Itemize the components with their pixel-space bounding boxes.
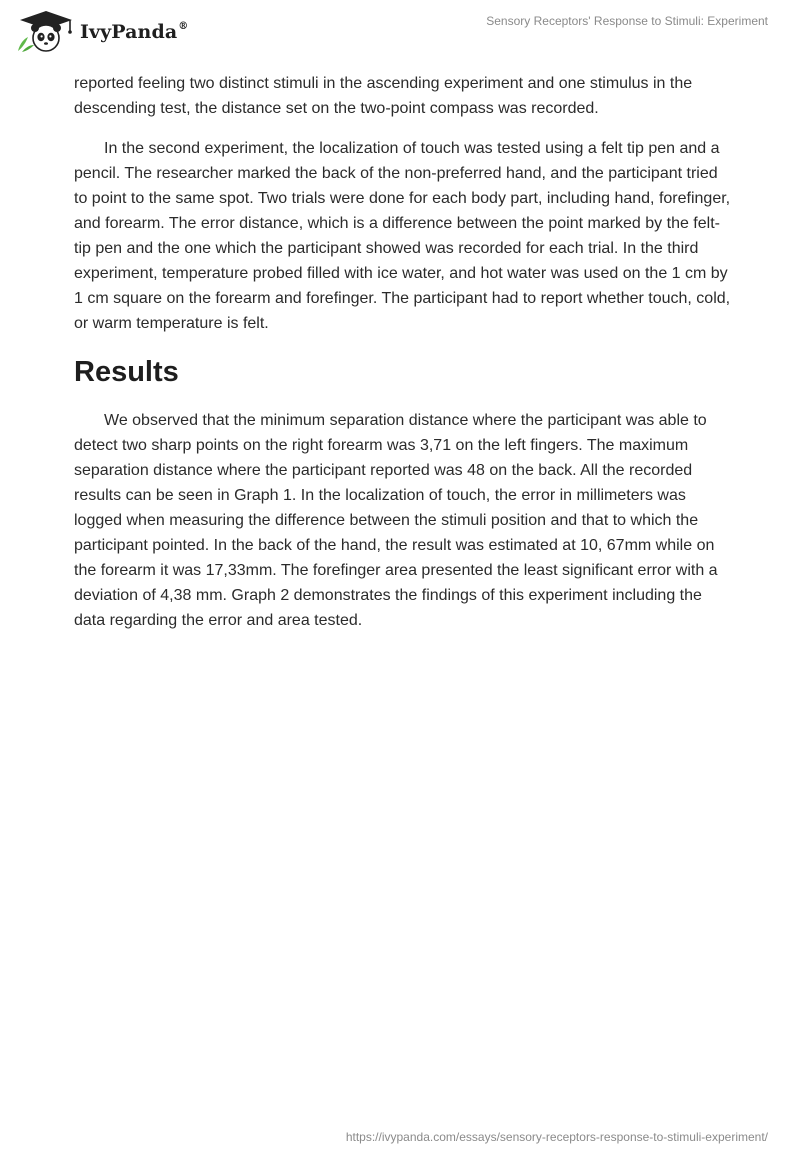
brand-name: IvyPanda®	[80, 20, 189, 43]
ivypanda-logo[interactable]	[14, 8, 188, 54]
panda-graduate-logo-icon	[14, 9, 74, 53]
registered-mark: ®	[178, 20, 189, 32]
document-title: Sensory Receptors' Response to Stimuli: Experiment	[486, 14, 768, 28]
results-heading: Results	[74, 356, 179, 388]
paragraph-results: We observed that the minimum separation distance where the participant was able to detect two sharp points on the right forearm was 3,71 on the left fingers. The maximum separation distance where the participant reported was 48 on the back. All the recorded results can be seen in Graph 1. In the localization of touch, the error in millimeters was logged when measuring the difference between the stimuli position and that to which the participant pointed. In the back of the hand, the result was estimated at 10, 67mm while on the forearm it was 17,33mm. The forefinger area presented the least significant error with a deviation of 4,38 mm. Graph 2 demonstrates the findings of this experiment including the data regarding the error and area tested.	[74, 412, 718, 629]
source-url[interactable]: https://ivypanda.com/essays/sensory-receptors-response-to-stimuli-experiment/	[345, 1130, 768, 1144]
paragraph-second-experiment: In the second experiment, the localization of touch was tested using a felt tip pen and a pencil. The researcher marked the back of the non-preferred hand, and the participant tried to point to the same spot. Two trials were done for each body part, including hand, forefinger, and forearm. The error distance, which is a difference between the point marked by the felt-tip pen and the one which the participant showed was recorded for each trial. In the third experiment, temperature probed filled with ice water, and hot water was used on the 1 cm by 1 cm square on the forearm and forefinger. The participant had to report whether touch, cold, or warm temperature is felt.	[74, 140, 731, 332]
article-body	[74, 71, 734, 633]
paragraph-continued: reported feeling two distinct stimuli in the ascending experiment and one stimulus in the descending test, the distance set on the two-point compass was recorded.	[74, 75, 693, 117]
